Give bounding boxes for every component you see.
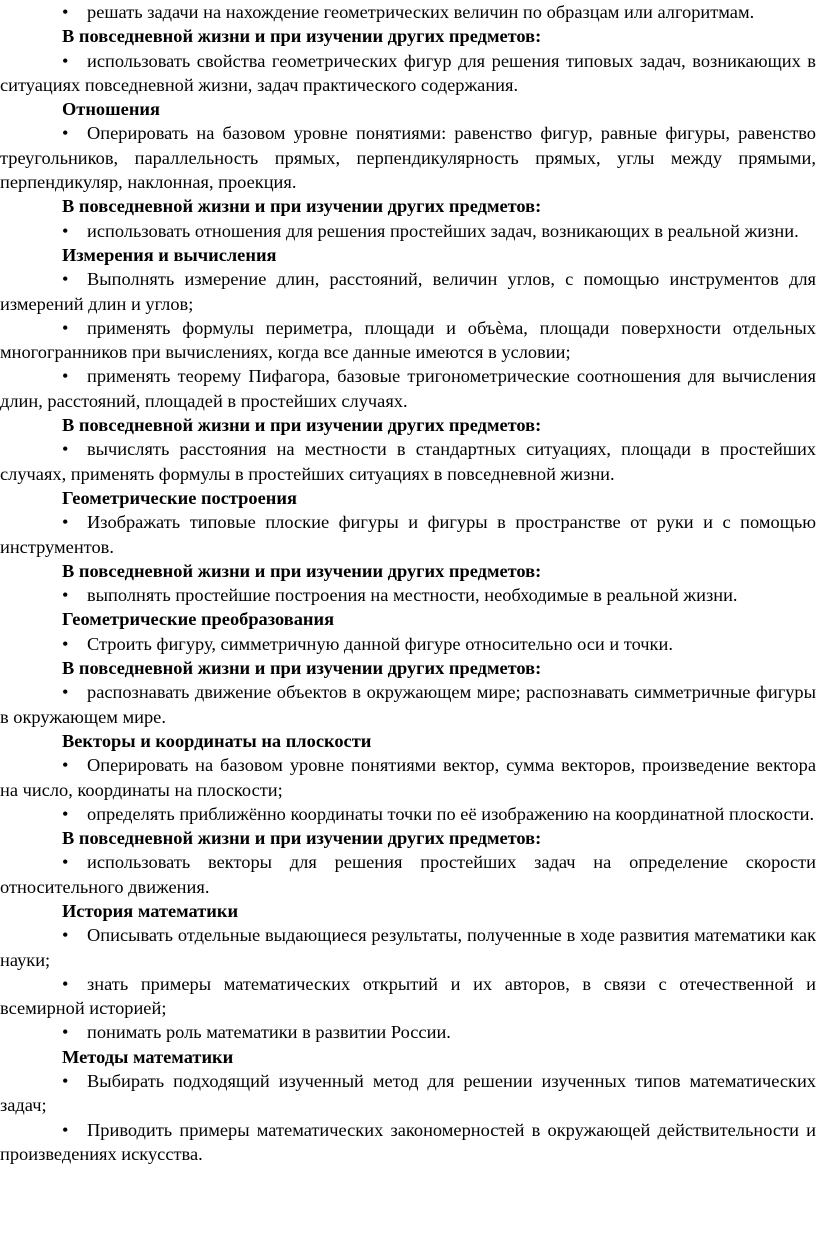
bullet-paragraph	[0, 510, 816, 559]
bullet-paragraph	[0, 972, 816, 1021]
bullet-paragraph	[0, 219, 816, 243]
bullet-marker: •	[62, 925, 69, 946]
bullet-text: решать задачи на нахождение геометрических величин по образцам или алгоритмам.	[87, 2, 755, 22]
bullet-text: Выбирать подходящий изученный метод для решении изученных типов математических задач;	[0, 1071, 816, 1116]
section-heading: В повседневной жизни и при изучении других предметов:	[62, 26, 542, 47]
bullet-marker: •	[62, 755, 69, 776]
bullet-marker: •	[62, 633, 69, 654]
bullet-paragraph	[0, 753, 816, 802]
bullet-marker: •	[62, 973, 69, 994]
bullet-paragraph	[0, 316, 816, 365]
bullet-text: Описывать отдельные выдающиеся результаты, полученные в ходе развития математики как науки;	[0, 925, 816, 970]
bullet-paragraph	[0, 437, 816, 486]
bullet-text: Изображать типовые плоские фигуры и фигуры в пространстве от руки и с помощью инструментов.	[0, 512, 816, 557]
section-heading: В повседневной жизни и при изучении других предметов:	[62, 658, 542, 679]
bullet-paragraph	[0, 802, 816, 826]
section-heading: В повседневной жизни и при изучении других предметов:	[62, 196, 542, 217]
section-heading: В повседневной жизни и при изучении других предметов:	[62, 560, 542, 581]
bullet-paragraph	[0, 850, 816, 899]
bullet-text: Оперировать на базовом уровне понятиями: равенство фигур, равные фигуры, равенство треугольников, параллельность прямых, перпендикулярность прямых, углы между прямыми, перпендикуляр, наклонная, проекция.	[0, 123, 816, 193]
bullet-text: Строить фигуру, симметричную данной фигуре относительно оси и точки.	[87, 633, 673, 654]
bullet-marker: •	[62, 803, 69, 824]
bullet-paragraph	[0, 49, 816, 98]
bullet-text: Оперировать на базовом уровне понятиями вектор, сумма векторов, произведение вектора на число, координаты на плоскости;	[0, 755, 816, 800]
bullet-text: Приводить примеры математических закономерностей в окружающей действительности и произведениях искусства.	[0, 1119, 816, 1164]
bullet-paragraph	[0, 632, 816, 656]
section-heading: Методы математики	[62, 1046, 234, 1067]
bullet-text: применять теорему Пифагора, базовые тригонометрические соотношения для вычисления длин, расстояний, площадей в простейших случаях.	[0, 366, 816, 411]
bullet-marker: •	[62, 123, 69, 144]
bullet-text: определять приближённо координаты точки по её изображению на координатной плоскости.	[87, 803, 815, 824]
bullet-text: знать примеры математических открытий и их авторов, в связи с отечественной и всемирной историей;	[0, 973, 816, 1019]
bullet-marker: •	[62, 50, 69, 71]
bullet-text: вычислять расстояния на местности в стандартных ситуациях, площади в простейших случаях, применять формулы в простейших ситуациях в повседневной жизни.	[0, 439, 816, 484]
section-heading: В повседневной жизни и при изучении других предметов:	[62, 415, 542, 436]
bullet-paragraph	[0, 121, 816, 194]
section-heading: Измерения и вычисления	[62, 244, 277, 265]
bullet-paragraph	[0, 267, 816, 316]
section-heading: Геометрические преобразования	[62, 609, 335, 630]
bullet-text: распознавать движение объектов в окружающем мире; распознавать симметричные фигуры в окружающем мире.	[0, 682, 816, 727]
bullet-marker: •	[62, 585, 69, 606]
bullet-paragraph	[0, 0, 816, 24]
bullet-text: понимать роль математики в развитии России.	[87, 1022, 451, 1043]
bullet-marker: •	[62, 317, 69, 338]
bullet-marker: •	[62, 366, 69, 387]
bullet-text: применять формулы периметра, площади и объѐма, площади поверхности отдельных многогранников при вычислениях, когда все данные имеются в условии;	[0, 317, 816, 363]
bullet-marker: •	[62, 512, 69, 533]
bullet-paragraph	[0, 1118, 816, 1167]
bullet-paragraph	[0, 923, 816, 972]
bullet-text: использовать векторы для решения простейших задач на определение скорости относительного движения.	[0, 852, 816, 897]
bullet-text: выполнять простейшие построения на местности, необходимые в реальной жизни.	[87, 585, 738, 606]
bullet-text: использовать свойства геометрических фигур для решения типовых задач, возникающих в ситуациях повседневной жизни, задач практического содержания.	[0, 50, 816, 95]
bullet-paragraph	[0, 583, 816, 607]
bullet-marker: •	[62, 682, 69, 703]
bullet-paragraph	[0, 1020, 816, 1044]
bullet-paragraph	[0, 1069, 816, 1118]
bullet-marker: •	[62, 220, 69, 241]
section-heading: Отношения	[62, 99, 160, 120]
section-heading: В повседневной жизни и при изучении других предметов:	[62, 828, 542, 849]
bullet-paragraph	[0, 364, 816, 413]
bullet-text: Выполнять измерение длин, расстояний, величин углов, с помощью инструментов для измерений длин и углов;	[0, 269, 816, 314]
section-heading: История математики	[62, 900, 239, 921]
section-heading: Векторы и координаты на плоскости	[62, 730, 372, 751]
bullet-marker: •	[62, 269, 69, 290]
bullet-paragraph	[0, 680, 816, 729]
bullet-marker: •	[62, 1071, 69, 1092]
bullet-marker: •	[62, 439, 69, 460]
section-heading: Геометрические построения	[62, 487, 297, 508]
bullet-marker: •	[62, 1022, 69, 1043]
bullet-marker: •	[62, 2, 69, 22]
bullet-marker: •	[62, 1119, 69, 1140]
bullet-marker: •	[62, 852, 69, 873]
bullet-text: использовать отношения для решения простейших задач, возникающих в реальной жизни.	[87, 220, 799, 241]
